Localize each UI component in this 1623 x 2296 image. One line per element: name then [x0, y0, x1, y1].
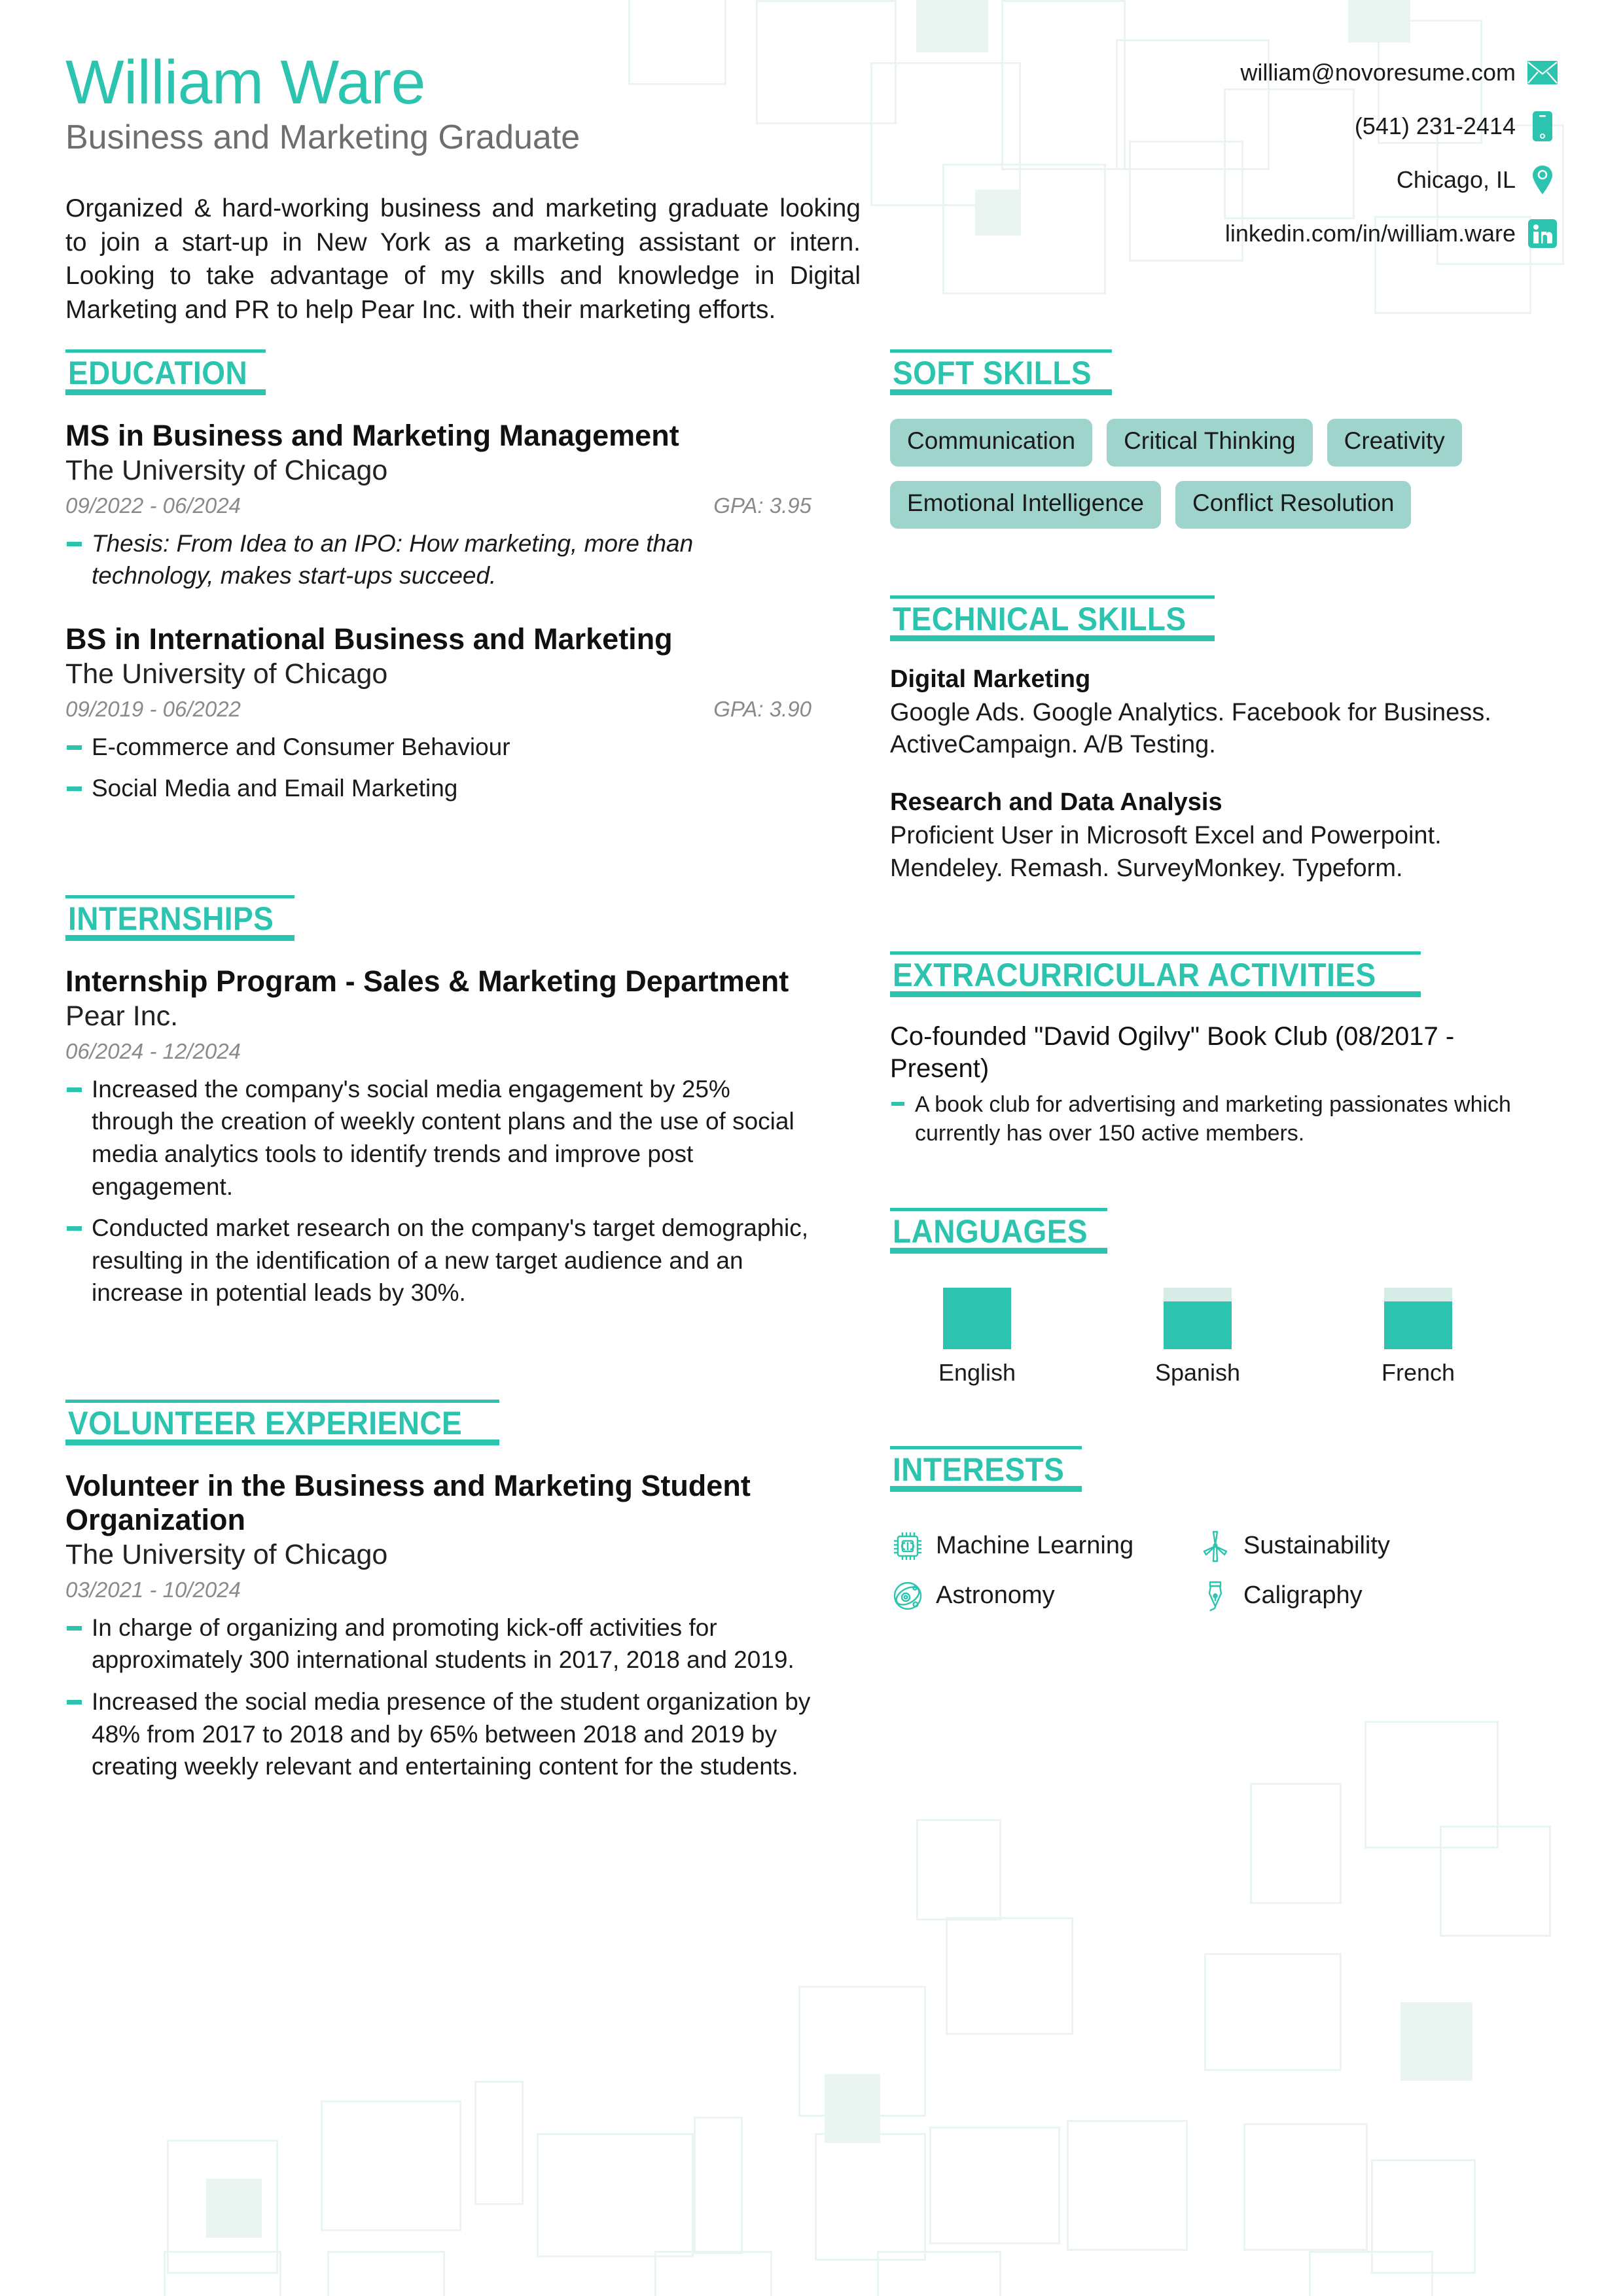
technical-skill-body: Google Ads. Google Analytics. Facebook for Business. ActiveCampaign. A/B Testing.: [890, 699, 1491, 759]
interest-item: [1198, 1578, 1558, 1614]
section-languages: [890, 1208, 1558, 1386]
soft-skill-chip: Emotional Intelligence: [890, 481, 1161, 529]
education-bullet: E-commerce and Consumer Behaviour: [65, 731, 812, 764]
language-label: English: [938, 1359, 1016, 1386]
contact-email[interactable]: [1204, 58, 1558, 88]
education-meta: [65, 697, 812, 722]
section-heading-volunteer: [65, 1400, 499, 1445]
spacer: [890, 1386, 1558, 1446]
left-column: [65, 349, 838, 1813]
technical-skill-block: [890, 788, 1558, 885]
technical-skill-block: [890, 665, 1558, 762]
language-level-bar: [1384, 1288, 1452, 1349]
language-item: [1129, 1288, 1266, 1386]
extracurricular-bullet: A book club for advertising and marketing passionates which currently has over 150 active members.: [890, 1090, 1558, 1148]
volunteer-dates: 03/2021 - 10/2024: [65, 1577, 241, 1602]
education-bullet: Thesis: From Idea to an IPO: How marketing, more than technology, makes start-ups succeed.: [65, 527, 812, 592]
map-pin-icon: [1527, 165, 1558, 195]
internship-role: Internship Program - Sales & Marketing Department: [65, 964, 789, 998]
language-level-bar: [1164, 1288, 1232, 1349]
interest-label: Caligraphy: [1243, 1581, 1363, 1609]
soft-skills-chip-list: [890, 419, 1544, 528]
contact-linkedin-text: linkedin.com/in/william.ware: [1224, 220, 1516, 247]
section-heading-education: [65, 349, 266, 395]
header-identity: [65, 48, 877, 327]
section-interests: [890, 1446, 1558, 1614]
interest-label: Machine Learning: [936, 1531, 1134, 1559]
section-heading-internships-label: INTERNSHIPS: [68, 900, 274, 937]
interests-list: [890, 1528, 1558, 1614]
atom-orbit-icon: [890, 1578, 925, 1614]
internship-meta: [65, 1039, 812, 1064]
contact-phone[interactable]: [1204, 111, 1558, 141]
language-label: Spanish: [1154, 1359, 1241, 1386]
page-title: William Ware: [65, 48, 425, 117]
contact-list: [1204, 58, 1558, 272]
phone-icon: [1527, 111, 1558, 141]
section-technical-skills: [890, 595, 1558, 885]
section-heading-languages: [890, 1208, 1107, 1254]
section-heading-internships: [65, 895, 294, 941]
section-heading-languages-label: LANGUAGES: [893, 1213, 1088, 1250]
section-heading-soft-skills-label: SOFT SKILLS: [893, 355, 1092, 392]
internship-bullets: [65, 1073, 812, 1309]
contact-phone-text: (541) 231-2414: [1354, 113, 1516, 140]
education-degree: BS in International Business and Marketing: [65, 622, 673, 656]
interest-item: [890, 1528, 1191, 1564]
extracurricular-title: Co-founded "David Ogilvy" Book Club (08/2017 - Present): [890, 1022, 1455, 1084]
education-dates: 09/2019 - 06/2022: [65, 696, 241, 721]
section-education: [65, 349, 812, 805]
contact-location-text: Chicago, IL: [1396, 166, 1516, 194]
section-extracurricular-activities: [890, 951, 1558, 1148]
spacer: [65, 835, 812, 895]
section-heading-education-label: EDUCATION: [68, 355, 248, 392]
volunteer-bullet: Increased the social media presence of the student organization by 48% from 2017 to 2018 and by 65% between 2018 and 2019 by creating weekly relevant and entertaining content for the students.: [65, 1686, 812, 1783]
right-column: [838, 349, 1558, 1813]
chip-ai-icon: [890, 1528, 925, 1564]
spacer: [65, 1339, 812, 1400]
education-school: The University of Chicago: [65, 455, 388, 487]
volunteer-meta: [65, 1578, 812, 1602]
volunteer-entry: [65, 1469, 812, 1783]
technical-skill-title: Digital Marketing: [890, 665, 1091, 693]
internship-bullet: Increased the company's social media engagement by 25% through the creation of weekly content plans and the use of social media analytics tools to identify trends and improve post engagement.: [65, 1073, 812, 1203]
volunteer-role: Volunteer in the Business and Marketing Student Organization: [65, 1468, 751, 1537]
section-internships: [65, 895, 812, 1309]
soft-skill-chip: Conflict Resolution: [1175, 481, 1411, 529]
education-entry: [65, 622, 812, 805]
contact-linkedin[interactable]: [1204, 219, 1558, 249]
language-item: [908, 1288, 1046, 1386]
internship-entry: [65, 964, 812, 1309]
technical-skill-title: Research and Data Analysis: [890, 788, 1222, 816]
pen-nib-icon: [1198, 1578, 1233, 1614]
language-level-fill: [943, 1288, 1011, 1349]
education-degree: MS in Business and Marketing Management: [65, 419, 679, 453]
section-heading-volunteer-label: VOLUNTEER EXPERIENCE: [68, 1404, 463, 1441]
volunteer-organization: The University of Chicago: [65, 1539, 388, 1571]
spacer: [890, 911, 1558, 951]
resume-header: [0, 0, 1623, 327]
section-heading-extracurricular: [890, 951, 1421, 997]
soft-skill-chip: Creativity: [1327, 419, 1462, 467]
education-school: The University of Chicago: [65, 658, 388, 690]
education-bullets: [65, 731, 812, 805]
volunteer-bullet: In charge of organizing and promoting kick-off activities for approximately 300 international students in 2017, 2018 and 2019.: [65, 1612, 812, 1676]
language-label: French: [1381, 1359, 1455, 1386]
profile-summary: Organized & hard-working business and marketing graduate looking to join a start-up in New York as a marketing assistant or intern. Looking to take advantage of my skills and knowledge in Digital Marketing and PR to help Pear Inc. with their marketing efforts.: [65, 194, 861, 325]
education-bullets: [65, 527, 812, 592]
education-entry: [65, 419, 812, 592]
spacer: [890, 535, 1558, 595]
section-heading-soft-skills: [890, 349, 1112, 395]
contact-location: [1204, 165, 1558, 195]
section-heading-interests: [890, 1446, 1082, 1492]
section-heading-technical-skills: [890, 595, 1215, 641]
envelope-icon: [1527, 58, 1558, 88]
education-meta: [65, 493, 812, 518]
education-bullet: Social Media and Email Marketing: [65, 772, 812, 805]
contact-email-text: william@novoresume.com: [1240, 59, 1516, 86]
section-volunteer-experience: [65, 1400, 812, 1783]
language-level-fill: [1384, 1301, 1452, 1349]
spacer: [890, 1148, 1558, 1208]
technical-skill-body: Proficient User in Microsoft Excel and Powerpoint. Mendeley. Remash. SurveyMonkey. Typeform.: [890, 822, 1442, 882]
education-gpa: GPA: 3.90: [713, 696, 812, 721]
interest-item: [890, 1578, 1191, 1614]
interest-label: Astronomy: [936, 1581, 1055, 1609]
education-dates: 09/2022 - 06/2024: [65, 493, 241, 518]
education-gpa: GPA: 3.95: [713, 493, 812, 518]
linkedin-icon: [1527, 219, 1558, 249]
section-soft-skills: [890, 349, 1558, 528]
section-heading-extracurricular-label: EXTRACURRICULAR ACTIVITIES: [893, 957, 1376, 994]
soft-skill-chip: Communication: [890, 419, 1092, 467]
section-heading-interests-label: INTERESTS: [893, 1451, 1065, 1488]
wind-turbine-icon: [1198, 1528, 1233, 1564]
job-title: Business and Marketing Graduate: [65, 118, 580, 156]
language-level-fill: [1164, 1301, 1232, 1349]
internship-company: Pear Inc.: [65, 1000, 179, 1033]
language-item: [1349, 1288, 1487, 1386]
soft-skill-chip: Critical Thinking: [1107, 419, 1313, 467]
interest-label: Sustainability: [1243, 1531, 1390, 1559]
language-level-bar: [943, 1288, 1011, 1349]
interest-item: [1198, 1528, 1558, 1564]
language-list: [890, 1277, 1505, 1386]
internship-dates: 06/2024 - 12/2024: [65, 1038, 241, 1063]
volunteer-bullets: [65, 1612, 812, 1783]
section-heading-technical-skills-label: TECHNICAL SKILLS: [893, 600, 1186, 637]
internship-bullet: Conducted market research on the company's target demographic, resulting in the identification of a new target audience and an increase in potential leads by 30%.: [65, 1212, 812, 1309]
